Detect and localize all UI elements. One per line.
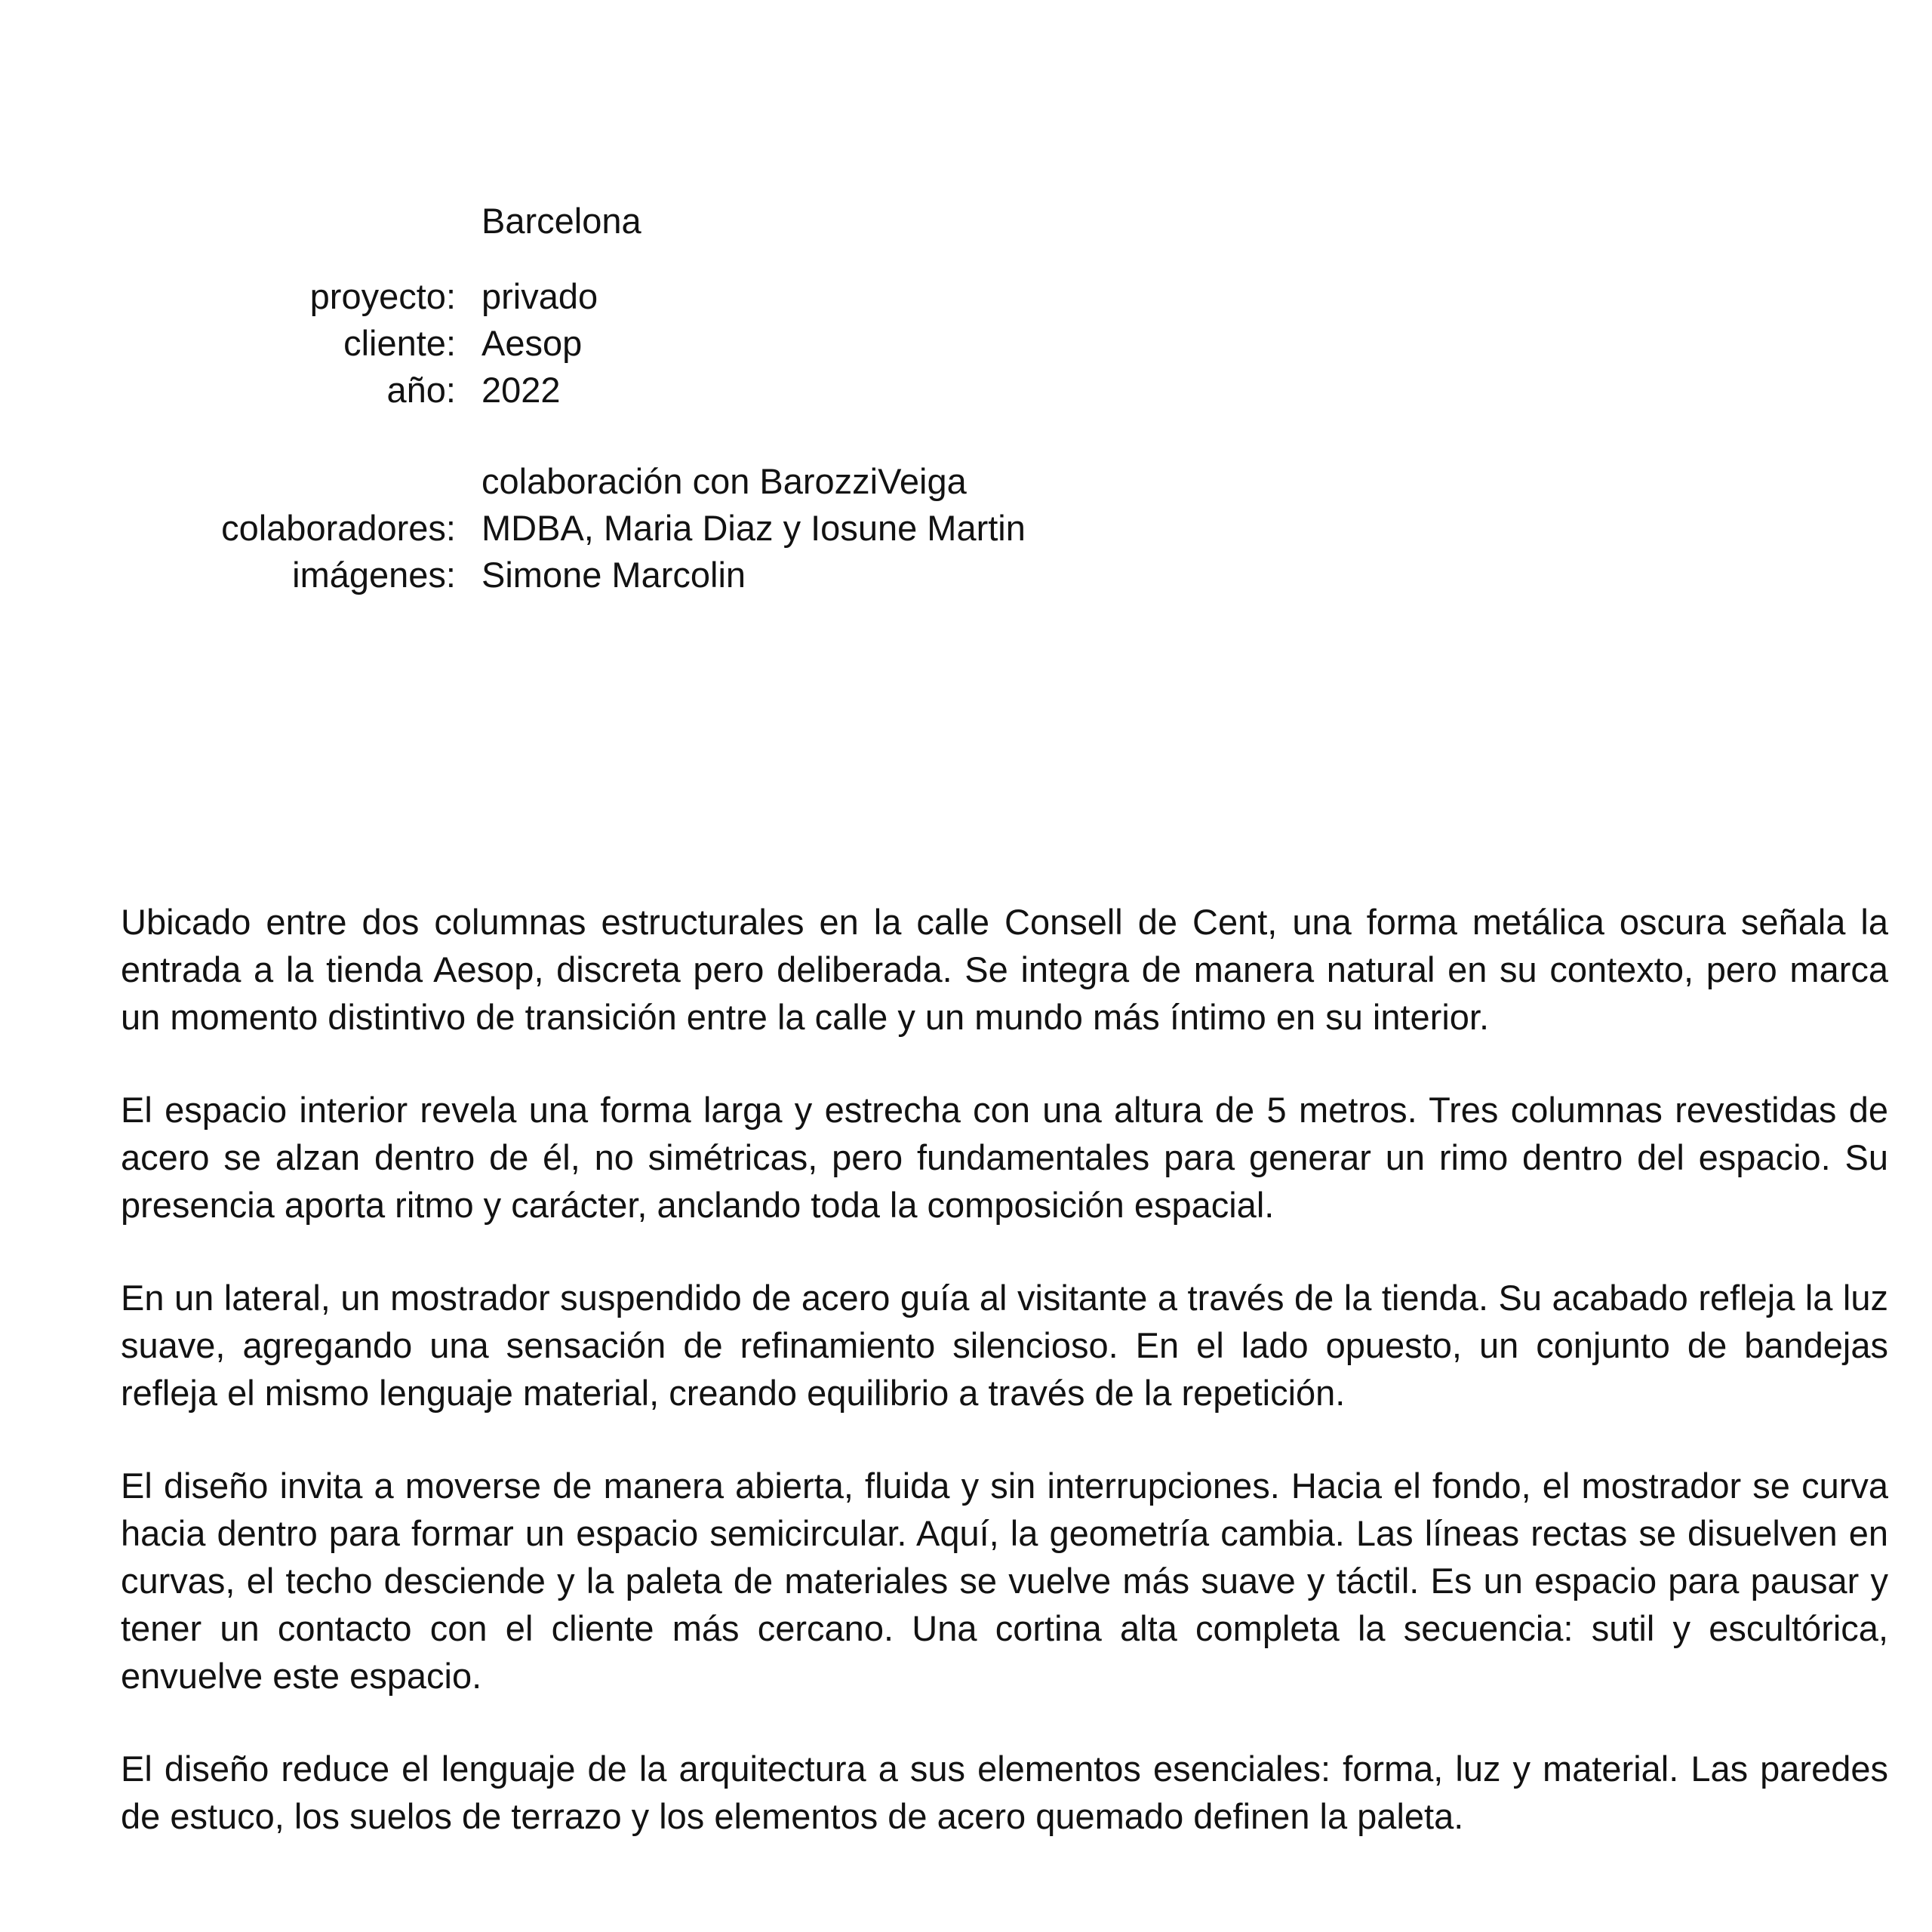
body-paragraph: El espacio interior revela una forma larga y estrecha con una altura de 5 metros. Tres columnas revestidas de acero se alzan dentro de él, no simétricas, pero fundamentales para generar un rimo dentro del espacio. Su presencia aporta ritmo y carácter, anclando toda la composición espacial. xyxy=(121,1090,1888,1225)
project-meta-secondary xyxy=(0,458,1811,598)
project-description xyxy=(121,898,1888,1840)
body-paragraph: El diseño invita a moverse de manera abierta, fluida y sin interrupciones. Hacia el fondo, el mostrador se curva hacia dentro para formar un espacio semicircular. Aquí, la geometría cambia. Las líneas rectas se disuelven en curvas, el techo desciende y la paleta de materiales se vuelve más suave y táctil. Es un espacio para pausar y tener un contacto con el cliente más cercano. Una cortina alta completa la secuencia: sutil y escultórica, envuelve este espacio. xyxy=(121,1466,1888,1696)
meta-label-proyecto: proyecto: xyxy=(309,276,456,316)
meta-value-colaboracion: colaboración con BarozziVeiga xyxy=(481,461,967,501)
meta-value-ano: 2022 xyxy=(481,370,561,410)
meta-value-cliente: Aesop xyxy=(481,323,583,363)
meta-label-colaboradores: colaboradores: xyxy=(221,508,456,548)
body-paragraph: El diseño reduce el lenguaje de la arquitectura a sus elementos esenciales: forma, luz y material. Las paredes de estuco, los suelos de terrazo y los elementos de acero quemado definen la paleta. xyxy=(121,1749,1888,1836)
meta-label-colaboracion xyxy=(0,458,456,505)
meta-label-imagenes: imágenes: xyxy=(292,555,456,595)
project-meta-primary xyxy=(0,273,1811,414)
meta-value-colaboradores: MDBA, Maria Diaz y Iosune Martin xyxy=(481,508,1026,548)
meta-label-cliente: cliente: xyxy=(343,323,456,363)
body-paragraph: Ubicado entre dos columnas estructurales en la calle Consell de Cent, una forma metálica oscura señala la entrada a la tienda Aesop, discreta pero deliberada. Se integra de manera natural en su contexto, pero marca un momento distintivo de transición entre la calle y un mundo más íntimo en su interior. xyxy=(121,902,1888,1037)
meta-label-ano: año: xyxy=(386,370,456,410)
meta-value-proyecto: privado xyxy=(481,276,598,316)
body-paragraph: En un lateral, un mostrador suspendido de acero guía al visitante a través de la tienda. Su acabado refleja la luz suave, agregando una sensación de refinamiento silencioso. En el lado opuesto, un conjunto de bandejas refleja el mismo lenguaje material, creando equilibrio a través de la repetición. xyxy=(121,1278,1888,1413)
page-title: Barcelona xyxy=(481,201,641,241)
meta-value-imagenes: Simone Marcolin xyxy=(481,555,746,595)
